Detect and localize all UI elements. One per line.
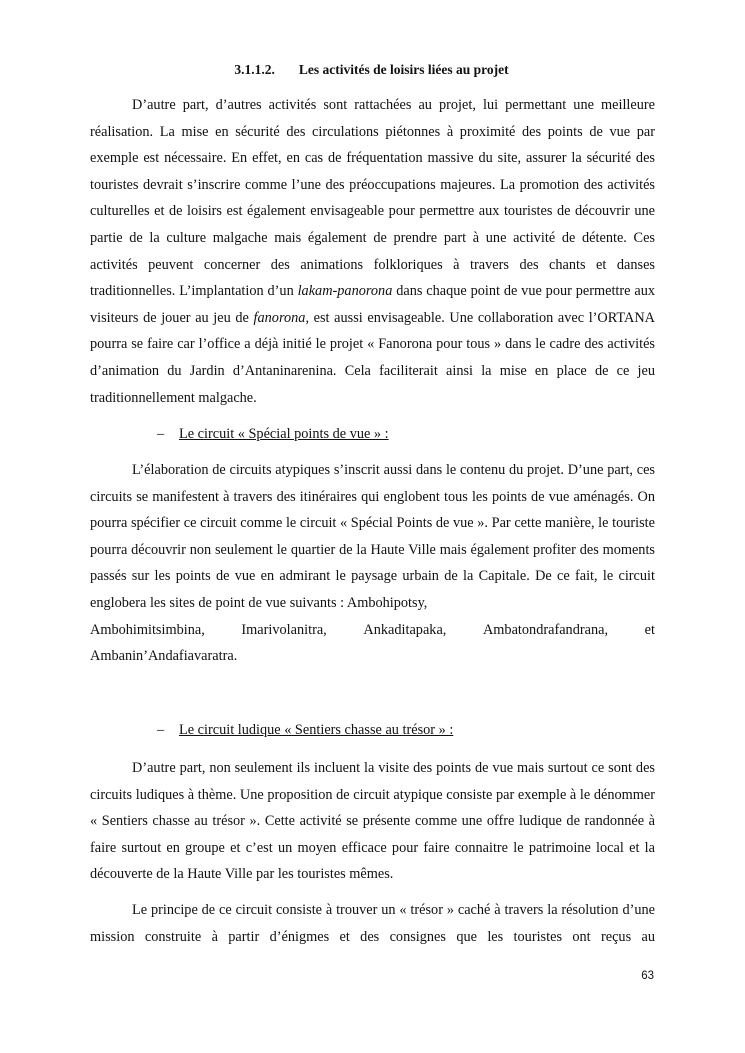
list-dash: –	[157, 426, 165, 442]
italic-term-lakam-panorona: lakam-panorona	[297, 283, 393, 300]
paragraph-intro-part-3: , est aussi envisageable. Une collaboration avec l’ORTANA pourra se faire car l’office a déjà initié le projet « Fanorona pour tous » dans le cadre des activités d’animation du Jardin d’Antaninarenina. Cela faciliterait ainsi la mise en place de ce jeu traditionnellement malgache.	[90, 309, 655, 406]
page-number: 63	[641, 970, 654, 982]
section-title: Les activités de loisirs liées au projet	[298, 62, 509, 77]
section-number: 3.1.1.2.	[234, 62, 275, 77]
paragraph-principe	[90, 897, 655, 950]
list-item-label: Le circuit « Spécial points de vue » :	[179, 426, 389, 442]
site-name: Ambohimitsimbina,	[90, 621, 205, 638]
italic-term-fanorona: fanorona	[253, 309, 306, 326]
paragraph-circuit-ludique-text: D’autre part, non seulement ils incluent la visite des points de vue mais surtout ce sont des circuits ludiques à thème. Une proposition de circuit atypique consiste par exemple à le dénommer « Sentiers chasse au trésor ». Cette activité se présente comme une offre ludique de randonnée à faire surtout en groupe et c’est un moyen efficace pour faire connaitre le patrimoine local et la découverte de la Haute Ville par les touristes mêmes.	[90, 760, 655, 883]
sites-line	[90, 617, 655, 644]
site-name: Ankaditapaka,	[363, 621, 447, 638]
list-dash: –	[157, 722, 165, 738]
paragraph-intro-part-2: dans chaque point de vue pour permettre aux visiteurs de jouer au jeu de	[90, 283, 655, 326]
sites-last-line: Ambanin’Andafiavaratra.	[90, 648, 238, 665]
section-heading	[90, 62, 653, 78]
paragraph-circuit-special	[90, 457, 655, 670]
paragraph-circuit-ludique	[90, 755, 655, 888]
site-conjunction: et	[644, 621, 655, 638]
list-item-label: Le circuit ludique « Sentiers chasse au trésor » :	[179, 722, 454, 738]
paragraph-principe-text: Le principe de ce circuit consiste à trouver un « trésor » caché à travers la résolution d’une mission construite à partir d’énigmes et des consignes que les touristes ont reçus au	[90, 902, 655, 945]
site-name: Imarivolanitra,	[241, 621, 327, 638]
list-item-circuit-special	[157, 424, 389, 444]
paragraph-circuit-special-text: L’élaboration de circuits atypiques s’inscrit aussi dans le contenu du projet. D’une part, ces circuits se manifestent à travers des itinéraires qui englobent tous les points de vue aménagés. On pourra spécifier ce circuit comme le circuit « Spécial Points de vue ». Par cette manière, le touriste pourra découvrir non seulement le quartier de la Haute Ville mais également profiter des moments passés sur les points de vue en admirant le paysage urbain de la Capitale. De ce fait, le circuit englobera les sites de point de vue suivants : Ambohipotsy,	[90, 462, 655, 611]
paragraph-intro	[90, 92, 655, 411]
paragraph-intro-part-1: D’autre part, d’autres activités sont rattachées au projet, lui permettant une meilleure réalisation. La mise en sécurité des circulations piétonnes à proximité des points de vue par exemple est nécessaire. En effet, en cas de fréquentation massive du site, assurer la sécurité des touristes devrait s’inscrire comme l’une des préoccupations majeures. La promotion des activités culturelles et de loisirs est également envisageable pour permettre aux touristes de découvrir une partie de la culture malgache mais également de prendre part à une activité de détente. Ces activités peuvent concerner des animations folkloriques à travers des chants et danses traditionnelles. L’implantation d’un	[90, 97, 655, 300]
list-item-circuit-ludique	[157, 720, 453, 740]
paragraph-intro-text	[90, 92, 655, 411]
site-name: Ambatondrafandrana,	[482, 621, 609, 638]
